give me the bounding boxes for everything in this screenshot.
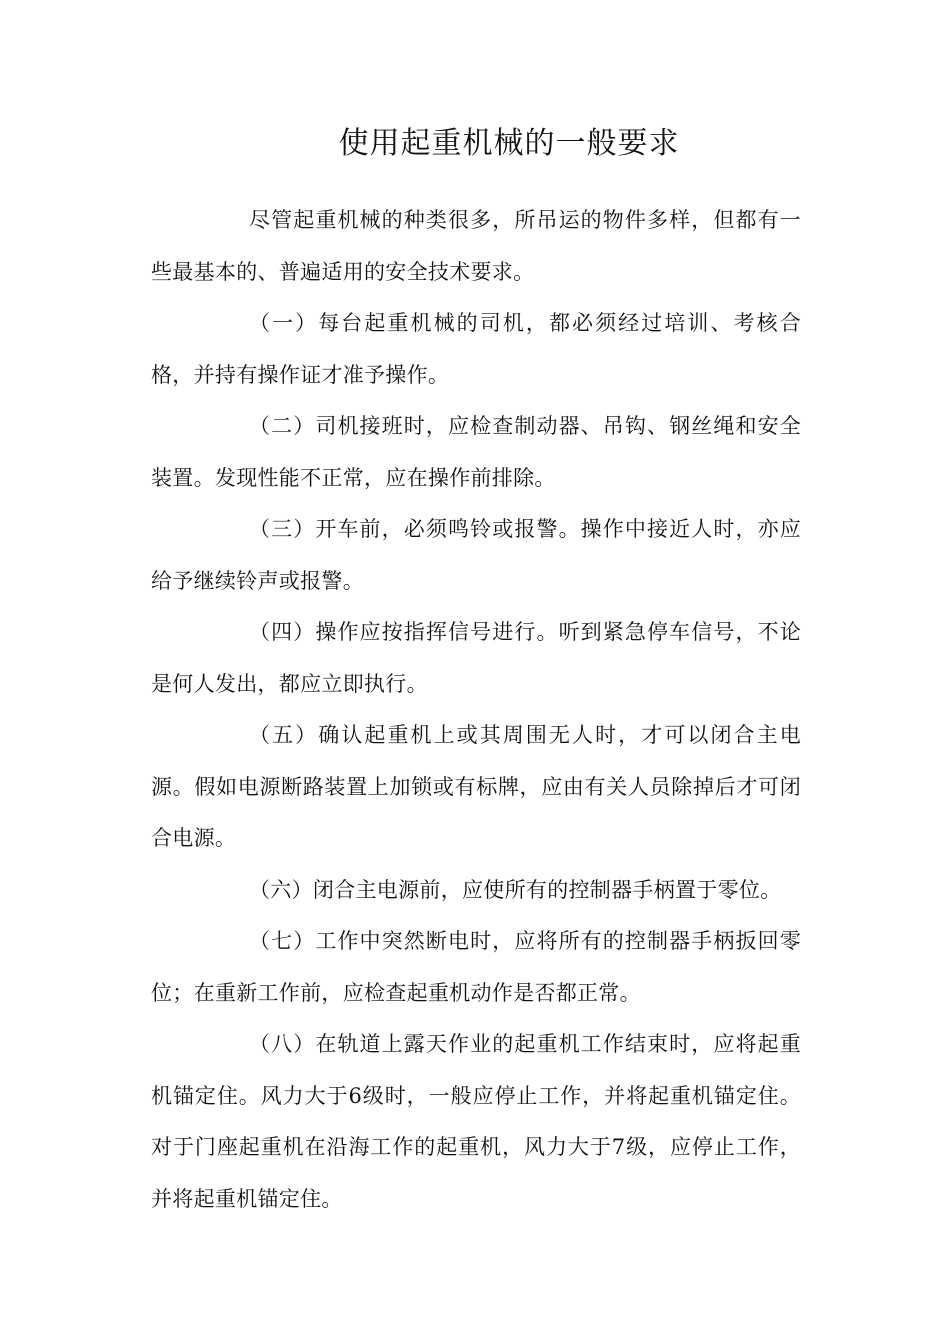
paragraph-item-7: （七）工作中突然断电时，应将所有的控制器手柄扳回零位；在重新工作前，应检查起重机动作是否都正常。: [151, 929, 801, 1005]
paragraph-item-5: （五）确认起重机上或其周围无人时，才可以闭合主电源。假如电源断路装置上加锁或有标牌，应由有关人员除掉后才可闭合电源。: [151, 723, 801, 850]
document-body: [151, 195, 801, 1225]
paragraph-item-4: （四）操作应按指挥信号进行。听到紧急停车信号，不论是何人发出，都应立即执行。: [151, 620, 801, 696]
paragraph-intro: 尽管起重机械的种类很多，所吊运的物件多样，但都有一些最基本的、普遍适用的安全技术要求。: [151, 208, 801, 284]
paragraph-item-2: （二）司机接班时，应检查制动器、吊钩、钢丝绳和安全装置。发现性能不正常，应在操作前排除。: [151, 414, 801, 490]
paragraph-item-1: （一）每台起重机械的司机，都必须经过培训、考核合格，并持有操作证才准予操作。: [151, 311, 801, 387]
paragraph-item-3: （三）开车前，必须鸣铃或报警。操作中接近人时，亦应给予继续铃声或报警。: [151, 517, 801, 593]
paragraph-item-6: （六）闭合主电源前，应使所有的控制器手柄置于零位。: [249, 877, 782, 902]
paragraph-item-8: （八）在轨道上露天作业的起重机工作结束时，应将起重机锚定住。风力大于6级时，一般应停止工作，并将起重机锚定住。对于门座起重机在沿海工作的起重机，风力大于7级，应停止工作，并将起重机锚定住。: [151, 1032, 801, 1211]
page-title: 使用起重机械的一般要求: [338, 126, 680, 161]
